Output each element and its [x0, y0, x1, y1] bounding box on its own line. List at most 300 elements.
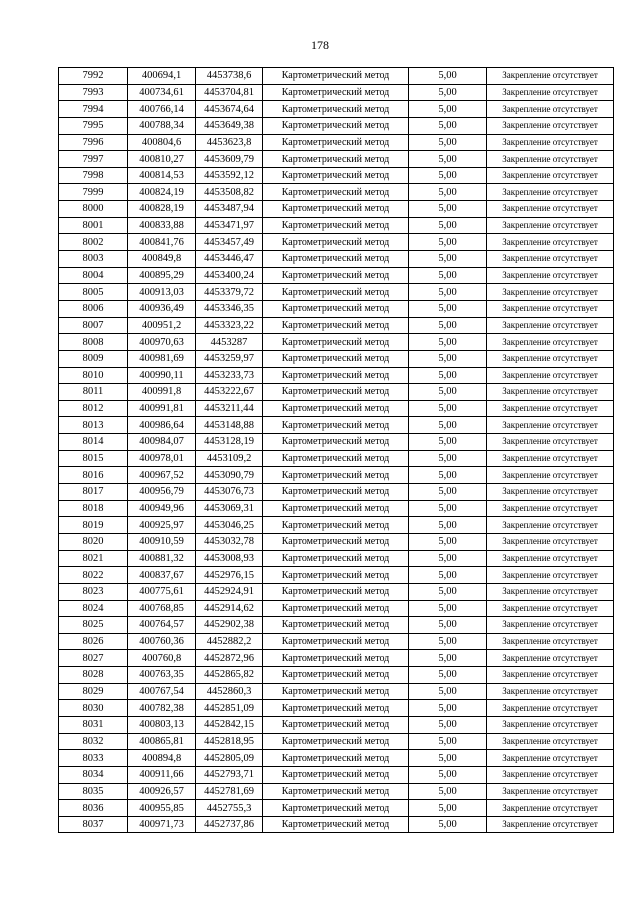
method-cell: Картометрический метод — [263, 517, 409, 534]
x-coordinate-cell: 400895,29 — [128, 267, 196, 284]
table-row — [59, 450, 614, 467]
y-coordinate-cell: 4453400,24 — [196, 267, 263, 284]
y-coordinate-cell: 4453259,97 — [196, 350, 263, 367]
fixation-cell: Закрепление отсутствует — [487, 367, 614, 384]
method-cell: Картометрический метод — [263, 317, 409, 334]
x-coordinate-cell: 400810,27 — [128, 151, 196, 168]
x-coordinate-cell: 400788,34 — [128, 117, 196, 134]
y-coordinate-cell: 4453704,81 — [196, 84, 263, 101]
table-row — [59, 201, 614, 218]
point-number-cell: 7997 — [59, 151, 128, 168]
method-cell: Картометрический метод — [263, 68, 409, 85]
table-row — [59, 134, 614, 151]
point-number-cell: 8036 — [59, 800, 128, 817]
fixation-cell: Закрепление отсутствует — [487, 201, 614, 218]
point-number-cell: 7998 — [59, 167, 128, 184]
y-coordinate-cell: 4453109,2 — [196, 450, 263, 467]
fixation-cell: Закрепление отсутствует — [487, 650, 614, 667]
method-cell: Картометрический метод — [263, 417, 409, 434]
table-row — [59, 84, 614, 101]
y-coordinate-cell: 4453069,31 — [196, 500, 263, 517]
accuracy-cell: 5,00 — [409, 517, 487, 534]
fixation-cell: Закрепление отсутствует — [487, 167, 614, 184]
x-coordinate-cell: 400910,59 — [128, 533, 196, 550]
method-cell: Картометрический метод — [263, 750, 409, 767]
accuracy-cell: 5,00 — [409, 567, 487, 584]
method-cell: Картометрический метод — [263, 217, 409, 234]
table-row — [59, 533, 614, 550]
table-row — [59, 683, 614, 700]
x-coordinate-cell: 400990,11 — [128, 367, 196, 384]
fixation-cell: Закрепление отсутствует — [487, 184, 614, 201]
method-cell: Картометрический метод — [263, 816, 409, 833]
method-cell: Картометрический метод — [263, 716, 409, 733]
y-coordinate-cell: 4453323,22 — [196, 317, 263, 334]
fixation-cell: Закрепление отсутствует — [487, 101, 614, 118]
accuracy-cell: 5,00 — [409, 600, 487, 617]
method-cell: Картометрический метод — [263, 550, 409, 567]
table-row — [59, 667, 614, 684]
accuracy-cell: 5,00 — [409, 384, 487, 401]
x-coordinate-cell: 400984,07 — [128, 434, 196, 451]
y-coordinate-cell: 4452882,2 — [196, 633, 263, 650]
point-number-cell: 8007 — [59, 317, 128, 334]
method-cell: Картометрический метод — [263, 766, 409, 783]
fixation-cell: Закрепление отсутствует — [487, 234, 614, 251]
fixation-cell: Закрепление отсутствует — [487, 417, 614, 434]
point-number-cell: 8003 — [59, 251, 128, 268]
method-cell: Картометрический метод — [263, 583, 409, 600]
table-row — [59, 117, 614, 134]
point-number-cell: 8009 — [59, 350, 128, 367]
method-cell: Картометрический метод — [263, 650, 409, 667]
accuracy-cell: 5,00 — [409, 350, 487, 367]
method-cell: Картометрический метод — [263, 234, 409, 251]
fixation-cell: Закрепление отсутствует — [487, 217, 614, 234]
table-row — [59, 167, 614, 184]
point-number-cell: 8008 — [59, 334, 128, 351]
fixation-cell: Закрепление отсутствует — [487, 434, 614, 451]
x-coordinate-cell: 400767,54 — [128, 683, 196, 700]
table-row — [59, 234, 614, 251]
table-row — [59, 367, 614, 384]
y-coordinate-cell: 4452924,91 — [196, 583, 263, 600]
x-coordinate-cell: 400782,38 — [128, 700, 196, 717]
table-row — [59, 783, 614, 800]
y-coordinate-cell: 4452781,69 — [196, 783, 263, 800]
fixation-cell: Закрепление отсутствует — [487, 766, 614, 783]
table-row — [59, 217, 614, 234]
x-coordinate-cell: 400955,85 — [128, 800, 196, 817]
x-coordinate-cell: 400824,19 — [128, 184, 196, 201]
accuracy-cell: 5,00 — [409, 234, 487, 251]
point-number-cell: 7999 — [59, 184, 128, 201]
x-coordinate-cell: 400837,67 — [128, 567, 196, 584]
fixation-cell: Закрепление отсутствует — [487, 816, 614, 833]
y-coordinate-cell: 4453090,79 — [196, 467, 263, 484]
x-coordinate-cell: 400925,97 — [128, 517, 196, 534]
y-coordinate-cell: 4453471,97 — [196, 217, 263, 234]
fixation-cell: Закрепление отсутствует — [487, 733, 614, 750]
x-coordinate-cell: 400865,81 — [128, 733, 196, 750]
method-cell: Картометрический метод — [263, 267, 409, 284]
fixation-cell: Закрепление отсутствует — [487, 533, 614, 550]
method-cell: Картометрический метод — [263, 167, 409, 184]
accuracy-cell: 5,00 — [409, 251, 487, 268]
accuracy-cell: 5,00 — [409, 117, 487, 134]
point-number-cell: 8004 — [59, 267, 128, 284]
fixation-cell: Закрепление отсутствует — [487, 384, 614, 401]
table-row — [59, 300, 614, 317]
method-cell: Картометрический метод — [263, 450, 409, 467]
fixation-cell: Закрепление отсутствует — [487, 117, 614, 134]
point-number-cell: 8024 — [59, 600, 128, 617]
method-cell: Картометрический метод — [263, 350, 409, 367]
table-row — [59, 317, 614, 334]
point-number-cell: 8006 — [59, 300, 128, 317]
accuracy-cell: 5,00 — [409, 101, 487, 118]
y-coordinate-cell: 4452755,3 — [196, 800, 263, 817]
table-row — [59, 417, 614, 434]
x-coordinate-cell: 400991,81 — [128, 400, 196, 417]
x-coordinate-cell: 400894,8 — [128, 750, 196, 767]
method-cell: Картометрический метод — [263, 500, 409, 517]
point-number-cell: 8027 — [59, 650, 128, 667]
y-coordinate-cell: 4453076,73 — [196, 484, 263, 501]
x-coordinate-cell: 400911,66 — [128, 766, 196, 783]
x-coordinate-cell: 400849,8 — [128, 251, 196, 268]
y-coordinate-cell: 4453379,72 — [196, 284, 263, 301]
fixation-cell: Закрепление отсутствует — [487, 334, 614, 351]
x-coordinate-cell: 400981,69 — [128, 350, 196, 367]
accuracy-cell: 5,00 — [409, 467, 487, 484]
page-number: 178 — [311, 38, 329, 52]
y-coordinate-cell: 4452851,09 — [196, 700, 263, 717]
fixation-cell: Закрепление отсутствует — [487, 350, 614, 367]
y-coordinate-cell: 4453609,79 — [196, 151, 263, 168]
method-cell: Картометрический метод — [263, 600, 409, 617]
y-coordinate-cell: 4453128,19 — [196, 434, 263, 451]
fixation-cell: Закрепление отсутствует — [487, 567, 614, 584]
fixation-cell: Закрепление отсутствует — [487, 667, 614, 684]
method-cell: Картометрический метод — [263, 434, 409, 451]
accuracy-cell: 5,00 — [409, 550, 487, 567]
accuracy-cell: 5,00 — [409, 450, 487, 467]
x-coordinate-cell: 400967,52 — [128, 467, 196, 484]
fixation-cell: Закрепление отсутствует — [487, 400, 614, 417]
method-cell: Картометрический метод — [263, 567, 409, 584]
fixation-cell: Закрепление отсутствует — [487, 800, 614, 817]
x-coordinate-cell: 400956,79 — [128, 484, 196, 501]
x-coordinate-cell: 400951,2 — [128, 317, 196, 334]
x-coordinate-cell: 400970,63 — [128, 334, 196, 351]
y-coordinate-cell: 4452793,71 — [196, 766, 263, 783]
fixation-cell: Закрепление отсутствует — [487, 550, 614, 567]
x-coordinate-cell: 400978,01 — [128, 450, 196, 467]
table-row — [59, 484, 614, 501]
accuracy-cell: 5,00 — [409, 683, 487, 700]
accuracy-cell: 5,00 — [409, 217, 487, 234]
fixation-cell: Закрепление отсутствует — [487, 683, 614, 700]
x-coordinate-cell: 400971,73 — [128, 816, 196, 833]
x-coordinate-cell: 400991,8 — [128, 384, 196, 401]
accuracy-cell: 5,00 — [409, 633, 487, 650]
y-coordinate-cell: 4452805,09 — [196, 750, 263, 767]
point-number-cell: 7993 — [59, 84, 128, 101]
point-number-cell: 8010 — [59, 367, 128, 384]
fixation-cell: Закрепление отсутствует — [487, 267, 614, 284]
point-number-cell: 8005 — [59, 284, 128, 301]
y-coordinate-cell: 4452818,95 — [196, 733, 263, 750]
point-number-cell: 8001 — [59, 217, 128, 234]
fixation-cell: Закрепление отсутствует — [487, 68, 614, 85]
y-coordinate-cell: 4453222,67 — [196, 384, 263, 401]
method-cell: Картометрический метод — [263, 300, 409, 317]
point-number-cell: 8018 — [59, 500, 128, 517]
table-row — [59, 434, 614, 451]
accuracy-cell: 5,00 — [409, 650, 487, 667]
y-coordinate-cell: 4453046,25 — [196, 517, 263, 534]
table-row — [59, 733, 614, 750]
table-row — [59, 68, 614, 85]
point-number-cell: 7995 — [59, 117, 128, 134]
table-body — [59, 68, 614, 833]
fixation-cell: Закрепление отсутствует — [487, 251, 614, 268]
point-number-cell: 8033 — [59, 750, 128, 767]
fixation-cell: Закрепление отсутствует — [487, 716, 614, 733]
accuracy-cell: 5,00 — [409, 533, 487, 550]
fixation-cell: Закрепление отсутствует — [487, 517, 614, 534]
table-row — [59, 633, 614, 650]
fixation-cell: Закрепление отсутствует — [487, 600, 614, 617]
x-coordinate-cell: 400775,61 — [128, 583, 196, 600]
y-coordinate-cell: 4452914,62 — [196, 600, 263, 617]
accuracy-cell: 5,00 — [409, 417, 487, 434]
x-coordinate-cell: 400841,76 — [128, 234, 196, 251]
y-coordinate-cell: 4453487,94 — [196, 201, 263, 218]
method-cell: Картометрический метод — [263, 101, 409, 118]
accuracy-cell: 5,00 — [409, 733, 487, 750]
fixation-cell: Закрепление отсутствует — [487, 633, 614, 650]
point-number-cell: 8025 — [59, 617, 128, 634]
point-number-cell: 8022 — [59, 567, 128, 584]
accuracy-cell: 5,00 — [409, 284, 487, 301]
fixation-cell: Закрепление отсутствует — [487, 700, 614, 717]
table-row — [59, 766, 614, 783]
table-row — [59, 550, 614, 567]
y-coordinate-cell: 4453211,44 — [196, 400, 263, 417]
x-coordinate-cell: 400764,57 — [128, 617, 196, 634]
fixation-cell: Закрепление отсутствует — [487, 467, 614, 484]
fixation-cell: Закрепление отсутствует — [487, 450, 614, 467]
accuracy-cell: 5,00 — [409, 84, 487, 101]
table-row — [59, 400, 614, 417]
accuracy-cell: 5,00 — [409, 134, 487, 151]
point-number-cell: 7996 — [59, 134, 128, 151]
y-coordinate-cell: 4453592,12 — [196, 167, 263, 184]
method-cell: Картометрический метод — [263, 800, 409, 817]
y-coordinate-cell: 4453674,64 — [196, 101, 263, 118]
method-cell: Картометрический метод — [263, 201, 409, 218]
point-number-cell: 8015 — [59, 450, 128, 467]
table-row — [59, 334, 614, 351]
accuracy-cell: 5,00 — [409, 816, 487, 833]
fixation-cell: Закрепление отсутствует — [487, 317, 614, 334]
accuracy-cell: 5,00 — [409, 334, 487, 351]
point-number-cell: 8034 — [59, 766, 128, 783]
method-cell: Картометрический метод — [263, 533, 409, 550]
accuracy-cell: 5,00 — [409, 766, 487, 783]
table-row — [59, 617, 614, 634]
y-coordinate-cell: 4453508,82 — [196, 184, 263, 201]
y-coordinate-cell: 4453287 — [196, 334, 263, 351]
fixation-cell: Закрепление отсутствует — [487, 284, 614, 301]
accuracy-cell: 5,00 — [409, 716, 487, 733]
x-coordinate-cell: 400833,88 — [128, 217, 196, 234]
method-cell: Картометрический метод — [263, 134, 409, 151]
table-row — [59, 816, 614, 833]
x-coordinate-cell: 400913,03 — [128, 284, 196, 301]
method-cell: Картометрический метод — [263, 733, 409, 750]
method-cell: Картометрический метод — [263, 117, 409, 134]
point-number-cell: 8011 — [59, 384, 128, 401]
method-cell: Картометрический метод — [263, 467, 409, 484]
y-coordinate-cell: 4453346,35 — [196, 300, 263, 317]
method-cell: Картометрический метод — [263, 284, 409, 301]
x-coordinate-cell: 400734,61 — [128, 84, 196, 101]
fixation-cell: Закрепление отсутствует — [487, 583, 614, 600]
y-coordinate-cell: 4453649,38 — [196, 117, 263, 134]
point-number-cell: 8019 — [59, 517, 128, 534]
method-cell: Картометрический метод — [263, 633, 409, 650]
x-coordinate-cell: 400694,1 — [128, 68, 196, 85]
method-cell: Картометрический метод — [263, 334, 409, 351]
fixation-cell: Закрепление отсутствует — [487, 300, 614, 317]
fixation-cell: Закрепление отсутствует — [487, 783, 614, 800]
table-row — [59, 184, 614, 201]
point-number-cell: 8021 — [59, 550, 128, 567]
accuracy-cell: 5,00 — [409, 167, 487, 184]
y-coordinate-cell: 4452872,96 — [196, 650, 263, 667]
y-coordinate-cell: 4452902,38 — [196, 617, 263, 634]
x-coordinate-cell: 400986,64 — [128, 417, 196, 434]
point-number-cell: 8037 — [59, 816, 128, 833]
point-number-cell: 8017 — [59, 484, 128, 501]
point-number-cell: 8014 — [59, 434, 128, 451]
method-cell: Картометрический метод — [263, 384, 409, 401]
fixation-cell: Закрепление отсутствует — [487, 134, 614, 151]
point-number-cell: 8000 — [59, 201, 128, 218]
x-coordinate-cell: 400763,35 — [128, 667, 196, 684]
table-row — [59, 251, 614, 268]
accuracy-cell: 5,00 — [409, 583, 487, 600]
point-number-cell: 8002 — [59, 234, 128, 251]
y-coordinate-cell: 4452860,3 — [196, 683, 263, 700]
table-row — [59, 350, 614, 367]
fixation-cell: Закрепление отсутствует — [487, 500, 614, 517]
point-number-cell: 8023 — [59, 583, 128, 600]
fixation-cell: Закрепление отсутствует — [487, 84, 614, 101]
point-number-cell: 8032 — [59, 733, 128, 750]
x-coordinate-cell: 400768,85 — [128, 600, 196, 617]
table-row — [59, 750, 614, 767]
accuracy-cell: 5,00 — [409, 68, 487, 85]
point-number-cell: 8026 — [59, 633, 128, 650]
table-row — [59, 284, 614, 301]
table-row — [59, 267, 614, 284]
x-coordinate-cell: 400760,36 — [128, 633, 196, 650]
method-cell: Картометрический метод — [263, 184, 409, 201]
point-number-cell: 8016 — [59, 467, 128, 484]
x-coordinate-cell: 400881,32 — [128, 550, 196, 567]
point-number-cell: 8035 — [59, 783, 128, 800]
x-coordinate-cell: 400804,6 — [128, 134, 196, 151]
accuracy-cell: 5,00 — [409, 434, 487, 451]
point-number-cell: 8031 — [59, 716, 128, 733]
table-row — [59, 716, 614, 733]
point-number-cell: 8030 — [59, 700, 128, 717]
table-row — [59, 700, 614, 717]
accuracy-cell: 5,00 — [409, 151, 487, 168]
table-row — [59, 517, 614, 534]
accuracy-cell: 5,00 — [409, 201, 487, 218]
accuracy-cell: 5,00 — [409, 367, 487, 384]
table-row — [59, 650, 614, 667]
method-cell: Картометрический метод — [263, 683, 409, 700]
method-cell: Картометрический метод — [263, 783, 409, 800]
table-row — [59, 500, 614, 517]
method-cell: Картометрический метод — [263, 251, 409, 268]
accuracy-cell: 5,00 — [409, 300, 487, 317]
point-number-cell: 8020 — [59, 533, 128, 550]
table-row — [59, 467, 614, 484]
method-cell: Картометрический метод — [263, 484, 409, 501]
accuracy-cell: 5,00 — [409, 317, 487, 334]
x-coordinate-cell: 400949,96 — [128, 500, 196, 517]
fixation-cell: Закрепление отсутствует — [487, 617, 614, 634]
method-cell: Картометрический метод — [263, 617, 409, 634]
method-cell: Картометрический метод — [263, 700, 409, 717]
y-coordinate-cell: 4453148,88 — [196, 417, 263, 434]
table-row — [59, 101, 614, 118]
point-number-cell: 7994 — [59, 101, 128, 118]
boundary-points-table — [58, 67, 614, 833]
method-cell: Картометрический метод — [263, 400, 409, 417]
method-cell: Картометрический метод — [263, 667, 409, 684]
y-coordinate-cell: 4453032,78 — [196, 533, 263, 550]
y-coordinate-cell: 4452842,15 — [196, 716, 263, 733]
accuracy-cell: 5,00 — [409, 500, 487, 517]
accuracy-cell: 5,00 — [409, 484, 487, 501]
x-coordinate-cell: 400814,53 — [128, 167, 196, 184]
y-coordinate-cell: 4452865,82 — [196, 667, 263, 684]
x-coordinate-cell: 400760,8 — [128, 650, 196, 667]
x-coordinate-cell: 400828,19 — [128, 201, 196, 218]
table-row — [59, 583, 614, 600]
y-coordinate-cell: 4453457,49 — [196, 234, 263, 251]
y-coordinate-cell: 4452737,86 — [196, 816, 263, 833]
y-coordinate-cell: 4453008,93 — [196, 550, 263, 567]
accuracy-cell: 5,00 — [409, 700, 487, 717]
accuracy-cell: 5,00 — [409, 783, 487, 800]
point-number-cell: 8013 — [59, 417, 128, 434]
point-number-cell: 8028 — [59, 667, 128, 684]
y-coordinate-cell: 4453446,47 — [196, 251, 263, 268]
method-cell: Картометрический метод — [263, 151, 409, 168]
y-coordinate-cell: 4452976,15 — [196, 567, 263, 584]
accuracy-cell: 5,00 — [409, 800, 487, 817]
fixation-cell: Закрепление отсутствует — [487, 484, 614, 501]
